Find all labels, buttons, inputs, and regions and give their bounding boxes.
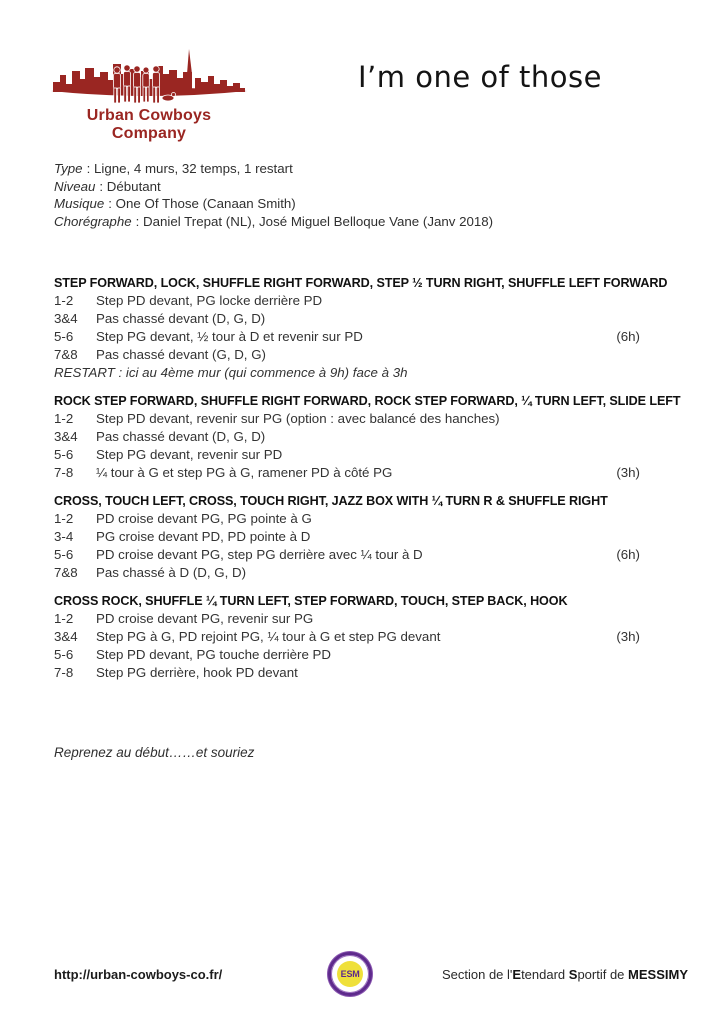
step-row (54, 646, 640, 664)
step-text: Step PD devant, PG locke derrière PD (96, 293, 323, 308)
footer-text-part-bold: E (512, 966, 522, 982)
step-text: PD croise devant PG, step PG derrière avec ¼ tour à D (96, 547, 423, 562)
step-text: Step PG derrière, hook PD devant (96, 665, 298, 680)
step-counts: 5-6 (54, 647, 74, 662)
dance-section-3 (54, 492, 640, 582)
step-counts: 7&8 (54, 565, 78, 580)
footer-text-part: Section de l' (441, 966, 513, 982)
step-row (54, 510, 640, 528)
step-counts: 5-6 (54, 547, 74, 562)
meta-label: Niveau (54, 178, 96, 194)
meta-row-choregraphe (54, 213, 493, 231)
facing-direction (594, 292, 640, 310)
step-counts: 3&4 (54, 311, 78, 326)
footer-text-part-bold: S (568, 966, 578, 982)
step-row (54, 410, 640, 428)
meta-row-musique (54, 195, 493, 213)
company-name: Urban Cowboys Company (86, 107, 212, 142)
dance-title: I’m one of those (357, 60, 603, 94)
step-counts: 7-8 (54, 465, 74, 480)
step-row (54, 328, 640, 346)
step-row (54, 292, 640, 310)
closing-line: Reprenez au début……et souriez (54, 745, 255, 760)
step-text: Step PD devant, revenir sur PG (option : avec balancé des hanches) (96, 411, 500, 426)
dance-section-4 (54, 592, 640, 682)
dance-info (54, 160, 493, 230)
step-row (54, 428, 640, 446)
restart-note: RESTART : ici au 4ème mur (qui commence à 9h) face à 3h (54, 365, 408, 380)
step-row (54, 546, 640, 564)
step-text: Pas chassé devant (D, G, D) (96, 429, 266, 444)
step-row (54, 446, 640, 464)
meta-label: Chorégraphe (54, 213, 132, 229)
facing-direction (594, 446, 640, 464)
footer-section-text (442, 967, 688, 982)
step-text: Step PD devant, PG touche derrière PD (96, 647, 332, 662)
step-counts: 5-6 (54, 329, 74, 344)
section-heading: ROCK STEP FORWARD, SHUFFLE RIGHT FORWARD, ROCK STEP FORWARD, ¼ TURN LEFT, SLIDE LEFT (54, 394, 681, 408)
step-text: PD croise devant PG, revenir sur PG (96, 611, 314, 626)
facing-direction: (3h) (616, 629, 640, 644)
step-row (54, 346, 640, 364)
step-row (54, 464, 640, 482)
meta-value: : Ligne, 4 murs, 32 temps, 1 restart (86, 161, 293, 176)
facing-direction (594, 564, 640, 582)
step-counts: 7-8 (54, 665, 74, 680)
step-counts: 5-6 (54, 447, 74, 462)
meta-label: Musique (54, 196, 105, 212)
step-row (54, 564, 640, 582)
step-counts: 1-2 (54, 511, 74, 526)
step-row (54, 664, 640, 682)
skyline-cowboys-icon (48, 44, 250, 106)
step-text: Step PG devant, revenir sur PD (96, 447, 283, 462)
step-row (54, 628, 640, 646)
section-heading: STEP FORWARD, LOCK, SHUFFLE RIGHT FORWARD, STEP ½ TURN RIGHT, SHUFFLE LEFT FORWARD (54, 276, 668, 290)
website-url: http://urban-cowboys-co.fr/ (54, 966, 223, 982)
step-text: Step PG à G, PD rejoint PG, ¼ tour à G et step PG devant (96, 629, 441, 644)
step-text: PG croise devant PD, PD pointe à D (96, 529, 311, 544)
urban-cowboys-logo (48, 44, 250, 143)
meta-row-type (54, 160, 493, 178)
meta-row-niveau (54, 178, 493, 196)
step-text: Pas chassé à D (D, G, D) (96, 565, 246, 580)
meta-value: : One Of Those (Canaan Smith) (108, 196, 296, 212)
esm-badge-text: ESM (337, 961, 363, 987)
facing-direction: (6h) (616, 547, 640, 562)
step-text: Step PG devant, ½ tour à D et revenir sur PD (96, 329, 363, 344)
facing-direction (594, 664, 640, 682)
facing-direction (594, 410, 640, 428)
step-counts: 7&8 (54, 347, 78, 362)
step-counts: 3&4 (54, 629, 78, 644)
facing-direction (594, 646, 640, 664)
step-sections (54, 274, 681, 692)
footer-text-part: tendard (521, 966, 569, 982)
footer-text-part: portif de (577, 966, 629, 982)
step-text: PD croise devant PG, PG pointe à G (96, 511, 312, 526)
step-counts: 1-2 (54, 611, 74, 626)
step-text: Pas chassé devant (D, G, D) (96, 311, 266, 326)
facing-direction: (6h) (616, 329, 640, 344)
step-row (54, 610, 640, 628)
step-counts: 1-2 (54, 293, 74, 308)
facing-direction (594, 310, 640, 328)
meta-value: : Daniel Trepat (NL), José Miguel Belloque Vane (Janv 2018) (135, 213, 494, 229)
facing-direction (594, 528, 640, 546)
esm-badge-icon (328, 952, 372, 996)
facing-direction (594, 510, 640, 528)
facing-direction (594, 610, 640, 628)
step-row (54, 310, 640, 328)
step-text: Pas chassé devant (G, D, G) (96, 347, 266, 362)
facing-direction (594, 428, 640, 446)
meta-value: : Débutant (99, 178, 161, 194)
meta-label: Type (54, 161, 83, 176)
step-row (54, 528, 640, 546)
step-text: ¼ tour à G et step PG à G, ramener PD à côté PG (96, 465, 393, 480)
dance-section-2 (54, 392, 681, 482)
facing-direction: (3h) (616, 465, 640, 480)
step-counts: 3&4 (54, 429, 78, 444)
page-footer (54, 946, 688, 1002)
facing-direction (594, 346, 640, 364)
step-counts: 3-4 (54, 529, 74, 544)
footer-text-part-bold: MESSIMY (628, 966, 688, 982)
step-counts: 1-2 (54, 411, 74, 426)
section-heading: CROSS, TOUCH LEFT, CROSS, TOUCH RIGHT, JAZZ BOX WITH ¼ TURN R & SHUFFLE RIGHT (54, 494, 608, 508)
section-heading: CROSS ROCK, SHUFFLE ¼ TURN LEFT, STEP FORWARD, TOUCH, STEP BACK, HOOK (54, 594, 568, 608)
dance-section-1 (54, 274, 668, 382)
